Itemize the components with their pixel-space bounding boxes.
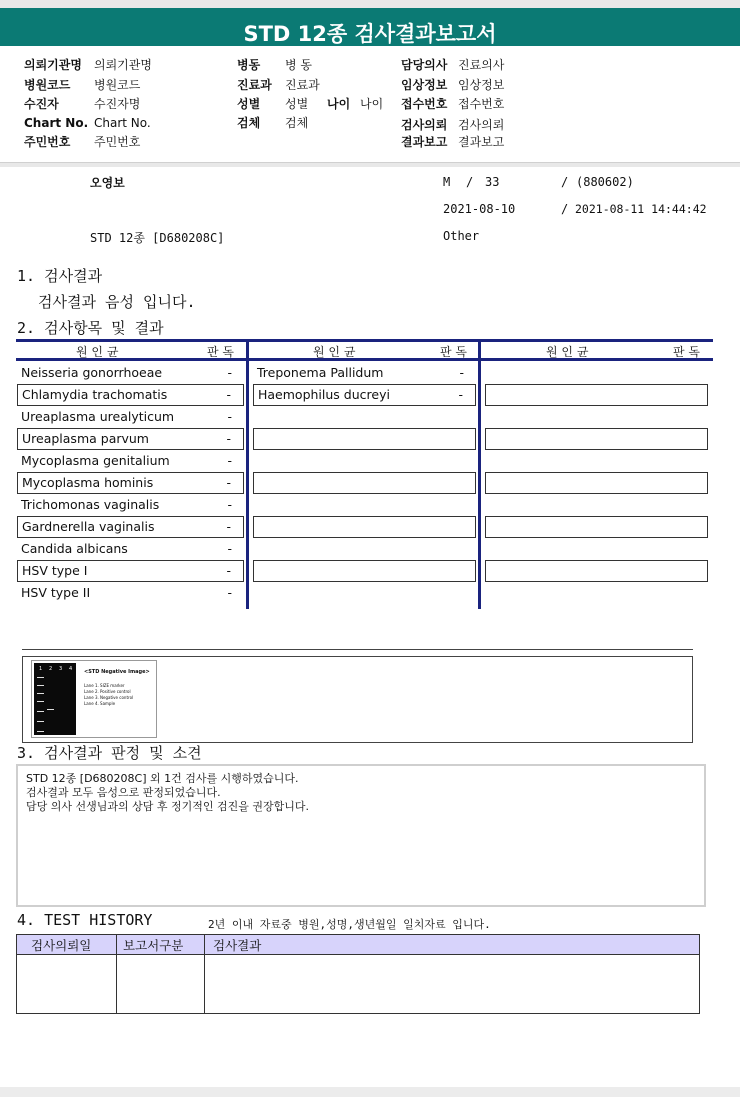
header-divider: [0, 162, 740, 167]
gel-lane-label: Lane 1. SIZE marker: [84, 683, 125, 688]
separator: /: [561, 202, 569, 216]
organism-name: Trichomonas vaginalis: [21, 497, 160, 512]
result-value: -: [227, 453, 232, 468]
patient-sex: M: [443, 175, 451, 189]
field-label: 결과보고: [401, 135, 448, 149]
gel-image: [31, 660, 157, 738]
divider: [22, 649, 693, 650]
test-name: STD 12종 [D680208C]: [90, 231, 225, 245]
result-value: -: [226, 387, 231, 402]
empty-row: [485, 516, 708, 538]
field-label: 의뢰기관명: [24, 58, 82, 72]
field-label: 병동: [237, 58, 261, 72]
empty-row: [253, 472, 476, 494]
gel-band: [37, 677, 44, 678]
patient-age: 33: [485, 175, 500, 189]
column-header-result: 판 독: [207, 345, 234, 359]
header-row: [24, 56, 152, 73]
field-label: 주민번호: [24, 135, 71, 149]
result-row: [253, 363, 476, 385]
column-header-organism: 원 인 균: [313, 345, 356, 359]
header-row: [24, 116, 151, 130]
header-row: [401, 76, 504, 93]
organism-name: HSV type I: [22, 563, 88, 578]
field-label: 임상정보: [401, 78, 448, 92]
column-header-organism: 원 인 균: [76, 345, 119, 359]
field-value: 진료의사: [458, 58, 505, 72]
result-row: [17, 539, 244, 561]
gel-band: [37, 685, 44, 686]
history-table: [16, 934, 700, 1014]
field-value: 병 동: [285, 58, 312, 72]
field-value: 검체: [285, 116, 309, 130]
result-value: -: [226, 475, 231, 490]
field-value: 임상정보: [458, 78, 505, 92]
column-header-result: 판 독: [673, 345, 700, 359]
organism-name: Ureaplasma urealyticum: [21, 409, 175, 424]
result-value: -: [459, 365, 464, 380]
field-label: 나이: [327, 97, 351, 111]
result-row: [17, 472, 244, 494]
result-value: -: [226, 563, 231, 578]
field-label: Chart No.: [24, 116, 89, 130]
lane-number: 4: [69, 666, 73, 672]
empty-row: [485, 472, 708, 494]
lane-number: 3: [59, 666, 63, 672]
field-label: 검사의뢰: [401, 118, 448, 132]
empty-row: [253, 516, 476, 538]
organism-name: Chlamydia trachomatis: [22, 387, 168, 402]
section-4-title: 4. TEST HISTORY: [17, 911, 153, 929]
field-label: 수진자: [24, 97, 59, 111]
organism-name: Mycoplasma genitalium: [21, 453, 170, 468]
gel-image-box: [22, 656, 693, 743]
result-row: [17, 451, 244, 473]
report-datetime: 2021-08-11 14:44:42: [575, 202, 707, 216]
patient-birth: (880602): [576, 175, 634, 189]
field-label: 접수번호: [401, 97, 448, 111]
gel-band: [37, 693, 44, 694]
organism-name: Treponema Pallidum: [257, 365, 384, 380]
grid-column-divider: [246, 339, 249, 609]
history-note: 2년 이내 자료중 병원,성명,생년월일 일치자료 입니다.: [208, 918, 491, 931]
lane-number: 1: [39, 666, 43, 672]
header-row: [401, 56, 504, 73]
column-header-organism: 원 인 균: [546, 345, 589, 359]
result-summary: 검사결과 음성 입니다.: [38, 293, 196, 311]
gel-photo: [34, 663, 76, 735]
organism-name: Gardnerella vaginalis: [22, 519, 155, 534]
section-2-title: 2. 검사항목 및 결과: [17, 319, 164, 337]
request-date: 2021-08-10: [443, 202, 516, 216]
header-row: [24, 133, 140, 150]
gel-band: [47, 709, 54, 710]
empty-row: [485, 428, 708, 450]
header-row: [401, 133, 504, 150]
result-row: [17, 363, 244, 385]
header-row: [401, 95, 504, 112]
report-title: STD 12종 검사결과보고서: [0, 0, 740, 46]
field-value: 결과보고: [458, 135, 505, 149]
field-value: Chart No.: [94, 116, 151, 130]
result-value: -: [227, 365, 232, 380]
header-row: [237, 95, 383, 112]
header-row: [24, 76, 140, 93]
result-value: -: [226, 519, 231, 534]
history-header: 검사의뢰일: [17, 935, 117, 955]
gel-lane-label: Lane 2. Positive control: [84, 689, 131, 694]
history-header: 검사결과: [205, 935, 700, 955]
gel-lane-label: Lane 3. Negative control: [84, 695, 134, 700]
field-value: 검사의뢰: [458, 118, 505, 132]
separator: /: [466, 175, 474, 189]
empty-row: [253, 428, 476, 450]
organism-name: Candida albicans: [21, 541, 128, 556]
result-value: -: [226, 431, 231, 446]
grid-border: [16, 358, 713, 361]
history-header-row: [17, 935, 700, 955]
gel-caption: <STD Negative Image>: [84, 669, 150, 675]
patient-name: 오영보: [90, 176, 125, 190]
header-row: [24, 95, 140, 112]
result-value: -: [227, 497, 232, 512]
empty-row: [253, 560, 476, 582]
organism-name: Haemophilus ducreyi: [258, 387, 390, 402]
field-value: 접수번호: [458, 97, 505, 111]
section-3-title: 3. 검사결과 판정 및 소견: [17, 744, 202, 762]
gel-band: [37, 721, 44, 722]
result-value: -: [227, 409, 232, 424]
gel-band: [37, 711, 44, 712]
result-row: [17, 560, 244, 582]
organism-name: Neisseria gonorrhoeae: [21, 365, 163, 380]
result-row: [17, 516, 244, 538]
opinion-line: 담당 의사 선생님과의 상담 후 정기적인 검진을 권장합니다.: [26, 800, 309, 813]
field-value: 성별: [285, 97, 309, 111]
footer-bar: [0, 1087, 740, 1097]
grid-border: [16, 339, 713, 342]
field-label: 담당의사: [401, 58, 448, 72]
field-value: 의뢰기관명: [94, 58, 152, 72]
result-value: -: [227, 585, 232, 600]
header-row: [237, 56, 312, 73]
gel-band: [37, 731, 44, 732]
result-row: [17, 583, 244, 605]
grid-column-divider: [478, 339, 481, 609]
history-cell: [17, 955, 117, 1014]
result-row: [17, 428, 244, 450]
result-row: [17, 495, 244, 517]
empty-row: [485, 560, 708, 582]
field-label: 병원코드: [24, 78, 71, 92]
lane-number: 2: [49, 666, 53, 672]
header-row: [237, 114, 308, 131]
gel-lane-label: Lane 4. Sample: [84, 701, 116, 706]
field-label: 진료과: [237, 78, 272, 92]
separator: /: [561, 175, 569, 189]
history-header: 보고서구분: [117, 935, 205, 955]
result-row: [17, 384, 244, 406]
organism-name: HSV type II: [21, 585, 91, 600]
empty-row: [485, 384, 708, 406]
result-row: [17, 407, 244, 429]
result-value: -: [227, 541, 232, 556]
result-value: -: [458, 387, 463, 402]
organism-name: Mycoplasma hominis: [22, 475, 154, 490]
field-value: 진료과: [285, 78, 320, 92]
header-row: [401, 116, 504, 133]
field-value: 나이: [360, 97, 384, 111]
history-row: [17, 955, 700, 1014]
field-value: 수진자명: [94, 97, 141, 111]
field-label: 성별: [237, 97, 261, 111]
opinion-box: [16, 764, 706, 907]
header-row: [237, 76, 320, 93]
field-value: 병원코드: [94, 78, 141, 92]
opinion-line: STD 12종 [D680208C] 외 1건 검사를 시행하였습니다.: [26, 772, 299, 785]
opinion-line: 검사결과 모두 음성으로 판정되었습니다.: [26, 786, 221, 799]
history-cell: [205, 955, 700, 1014]
result-row: [253, 384, 476, 406]
organism-name: Ureaplasma parvum: [22, 431, 149, 446]
field-label: 검체: [237, 116, 261, 130]
specimen-type: Other: [443, 229, 480, 243]
history-cell: [117, 955, 205, 1014]
field-value: 주민번호: [94, 135, 141, 149]
section-1-title: 1. 검사결과: [17, 267, 103, 285]
gel-band: [37, 701, 44, 702]
column-header-result: 판 독: [440, 345, 467, 359]
